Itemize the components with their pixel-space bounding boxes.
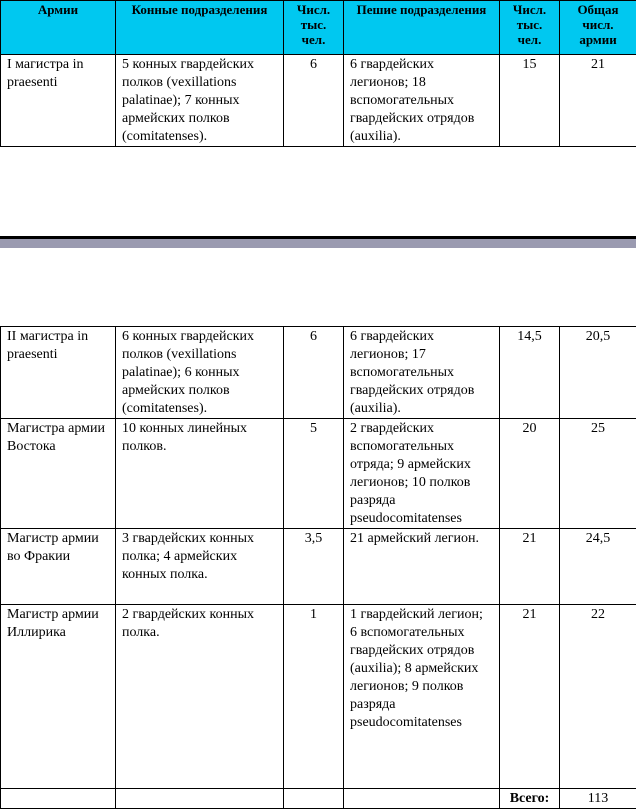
table-row — [1, 529, 636, 605]
cell-empty — [116, 789, 284, 809]
header-total: Общая числ. армии — [560, 1, 636, 55]
cell-inf-strength: 21 — [500, 605, 560, 789]
cell-total: 21 — [560, 55, 636, 147]
header-row — [1, 1, 636, 55]
cell-cavalry: 10 конных линейных полков. — [116, 419, 284, 529]
cell-army: Магистр армии во Фракии — [1, 529, 116, 605]
header-cavalry: Конные подразделения — [116, 1, 284, 55]
cell-army: I магистра in praesenti — [1, 55, 116, 147]
cell-cav-strength: 1 — [284, 605, 344, 789]
cell-army: Магистр армии Иллирика — [1, 605, 116, 789]
cell-cavalry: 6 конных гвардейских полков (vexillations palatinae); 6 конных армейских полков (comitatenses). — [116, 327, 284, 419]
table-row — [1, 419, 636, 529]
total-row — [1, 789, 636, 809]
header-inf-strength: Числ. тыс. чел. — [500, 1, 560, 55]
army-table-part-1 — [0, 0, 636, 147]
cell-empty — [344, 789, 500, 809]
cell-inf-strength: 20 — [500, 419, 560, 529]
cell-army: Магистра армии Востока — [1, 419, 116, 529]
cell-empty — [284, 789, 344, 809]
cell-infantry: 21 армейский легион. — [344, 529, 500, 605]
cell-cavalry: 2 гвардейских конных полка. — [116, 605, 284, 789]
header-cav-strength: Числ. тыс. чел. — [284, 1, 344, 55]
cell-infantry: 1 гвардейский легион; 6 вспомогательных гвардейских отрядов (auxilia); 8 армейских легионов; 9 полков разряда pseudocomitatenses — [344, 605, 500, 789]
cell-total: 20,5 — [560, 327, 636, 419]
cell-infantry: 2 гвардейских вспомогательных отряда; 9 армейских легионов; 10 полков разряда pseudocomitatenses — [344, 419, 500, 529]
grand-total: 113 — [560, 789, 636, 809]
table-row — [1, 55, 636, 147]
cell-inf-strength: 15 — [500, 55, 560, 147]
table-row — [1, 605, 636, 789]
cell-infantry: 6 гвардейских легионов; 18 вспомогательных гвардейских отрядов (auxilia). — [344, 55, 500, 147]
cell-empty — [1, 789, 116, 809]
cell-cavalry: 3 гвардейских конных полка; 4 армейских конных полка. — [116, 529, 284, 605]
cell-cav-strength: 3,5 — [284, 529, 344, 605]
cell-inf-strength: 21 — [500, 529, 560, 605]
cell-cav-strength: 6 — [284, 327, 344, 419]
cell-cav-strength: 5 — [284, 419, 344, 529]
cell-inf-strength: 14,5 — [500, 327, 560, 419]
page-break-band — [0, 239, 636, 248]
cell-total: 22 — [560, 605, 636, 789]
table-row — [1, 327, 636, 419]
cell-cavalry: 5 конных гвардейских полков (vexillations palatinae); 7 конных армейских полков (comitatenses). — [116, 55, 284, 147]
header-infantry: Пешие подразделения — [344, 1, 500, 55]
cell-army: II магистра in praesenti — [1, 327, 116, 419]
cell-total: 25 — [560, 419, 636, 529]
total-label: Всего: — [500, 789, 560, 809]
cell-total: 24,5 — [560, 529, 636, 605]
army-table-part-2 — [0, 326, 636, 809]
header-armies: Армии — [1, 1, 116, 55]
cell-infantry: 6 гвардейских легионов; 17 вспомогательных гвардейских отрядов (auxilia). — [344, 327, 500, 419]
cell-cav-strength: 6 — [284, 55, 344, 147]
